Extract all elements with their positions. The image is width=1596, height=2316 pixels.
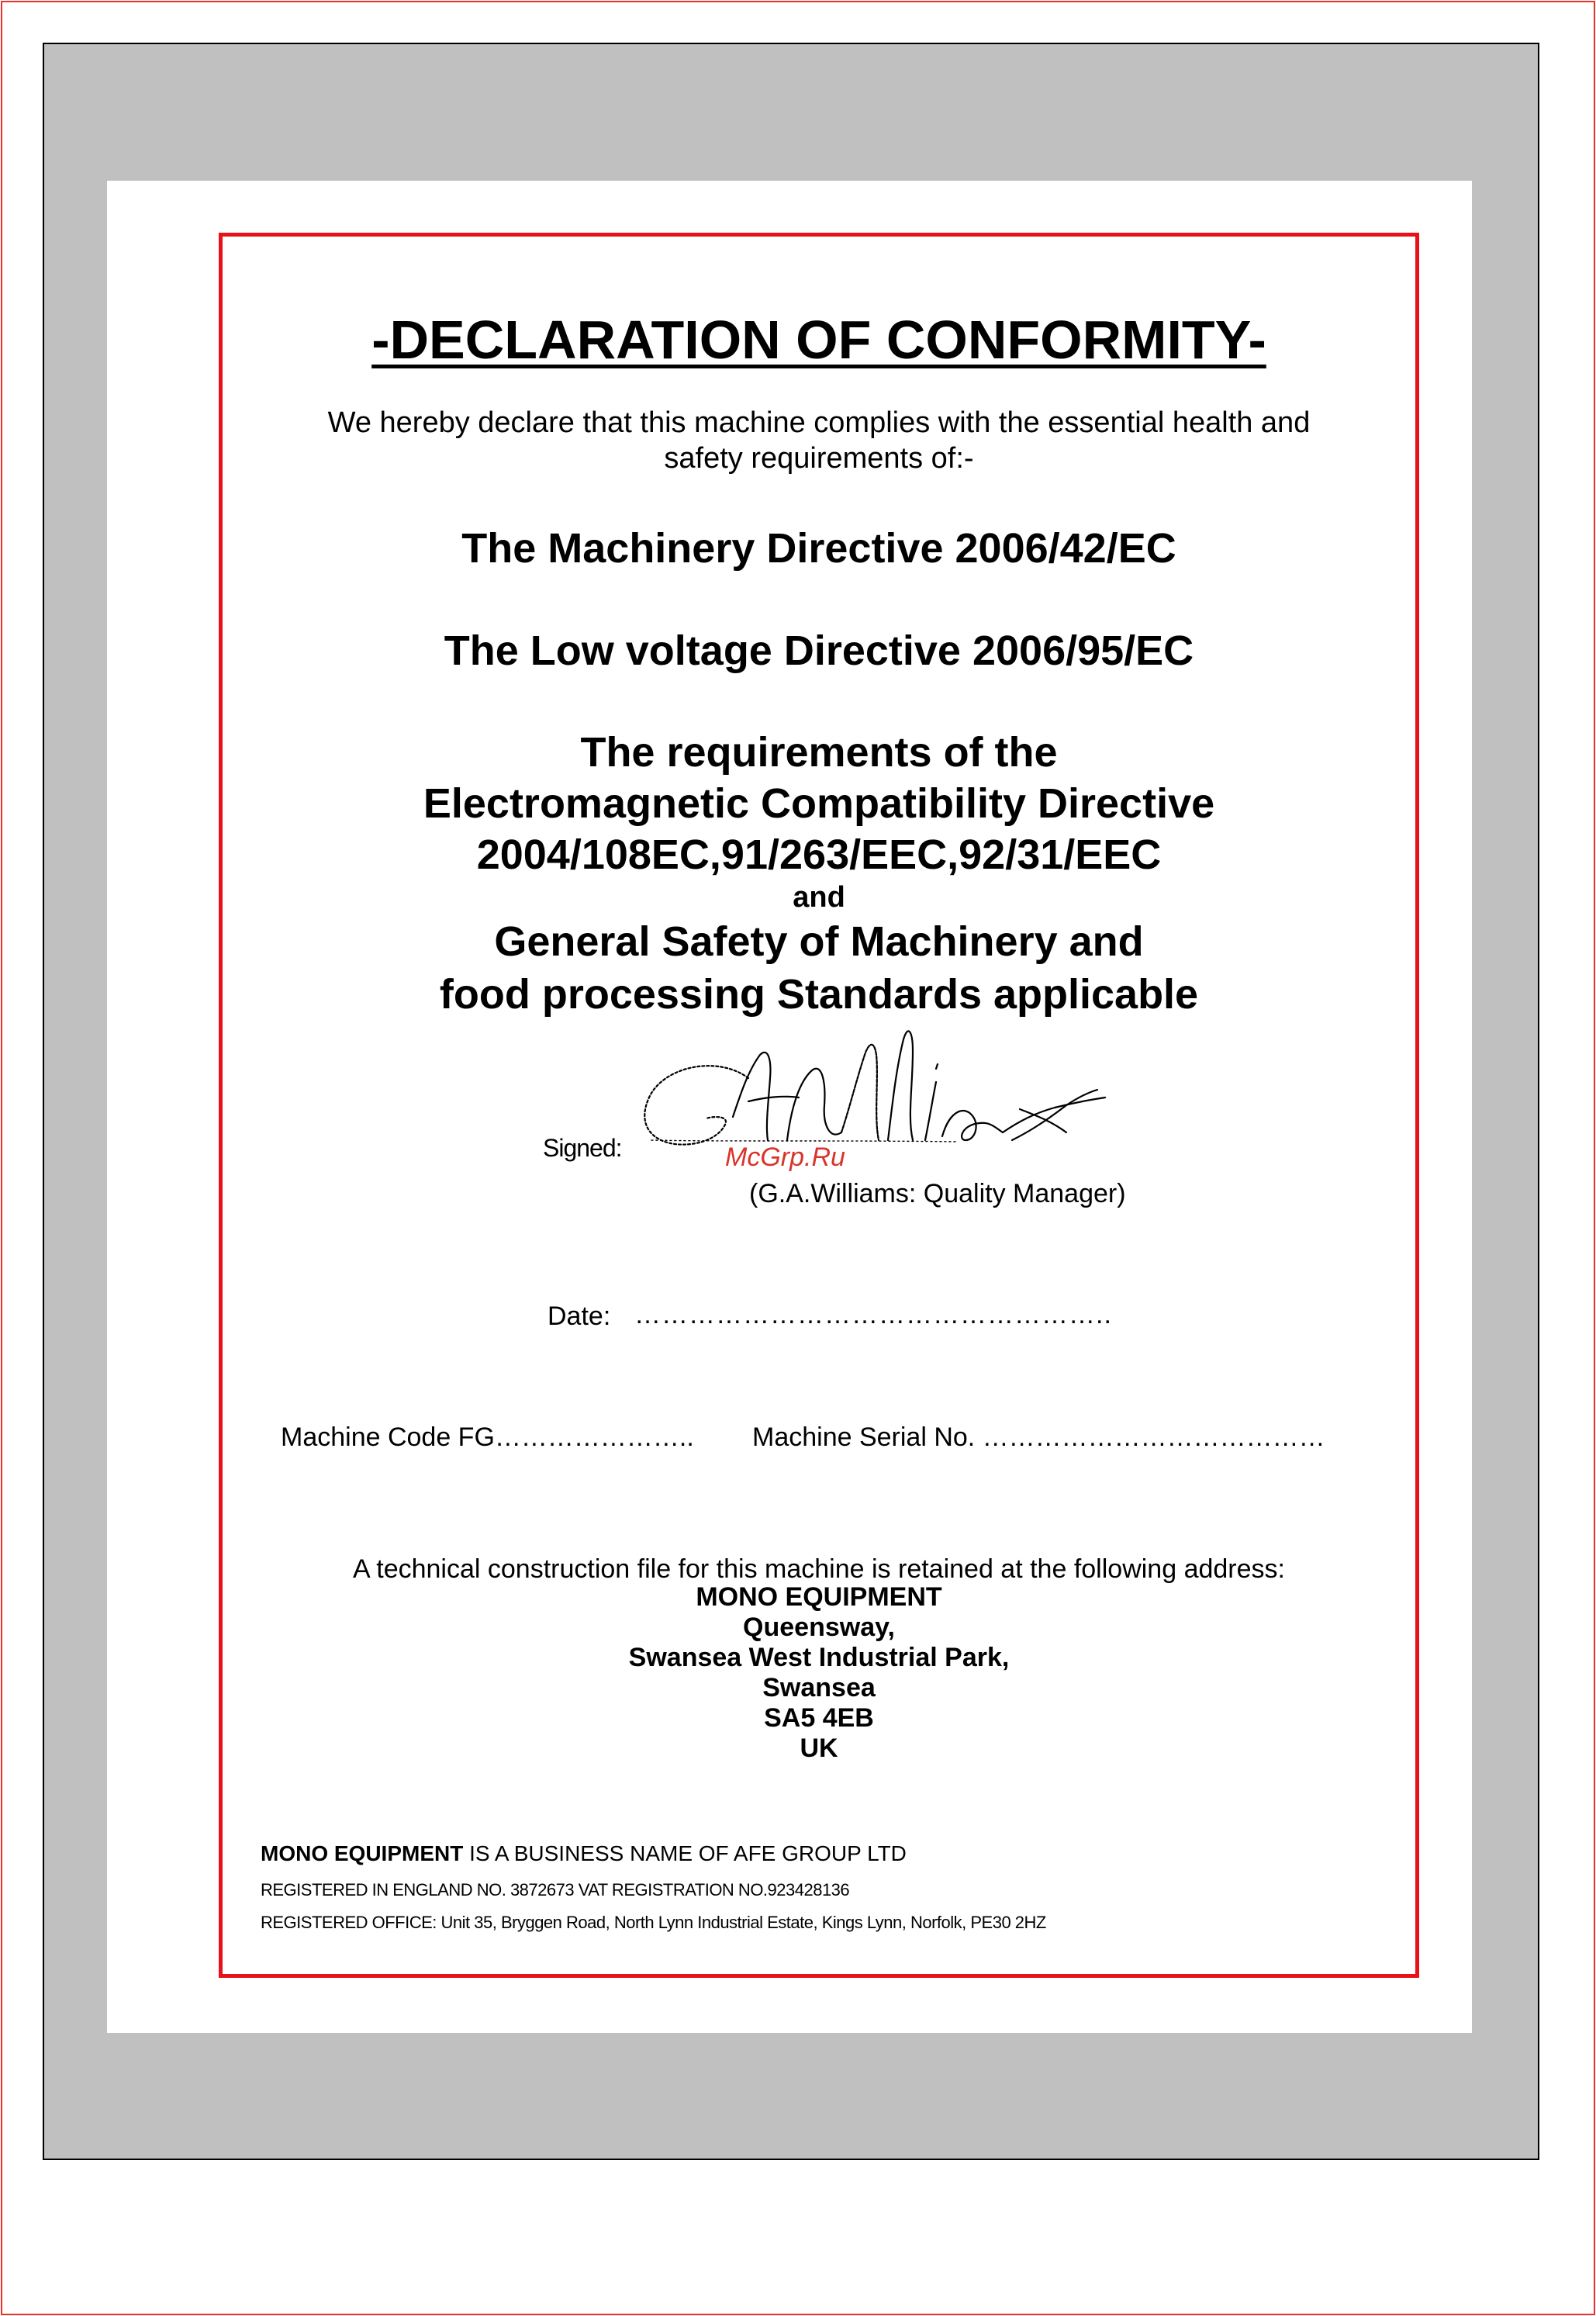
address-postcode: SA5 4EB [764, 1703, 874, 1733]
company-address [219, 1582, 1419, 1764]
emc-requirements [219, 727, 1419, 880]
date-label: Date: [548, 1301, 611, 1331]
date-field: …………………………………………….. [634, 1300, 1112, 1329]
emc-line-1: The requirements of the [580, 729, 1058, 776]
machinery-directive: The Machinery Directive 2006/42/EC [461, 525, 1176, 572]
footer-registration: REGISTERED IN ENGLAND NO. 3872673 VAT REGISTRATION NO.923428136 [261, 1880, 850, 1899]
emc-line-2: Electromagnetic Compatibility Directive [423, 780, 1215, 827]
address-company: MONO EQUIPMENT [696, 1582, 942, 1612]
signer-name: (G.A.Williams: Quality Manager) [749, 1179, 1126, 1208]
signed-label: Signed: [543, 1134, 622, 1162]
watermark: McGrp.Ru [725, 1142, 845, 1172]
intro-text [219, 405, 1419, 476]
intro-line-2: safety requirements of:- [664, 442, 974, 475]
machine-code-field: Machine Code FG………………….. [281, 1422, 694, 1452]
low-voltage-directive: The Low voltage Directive 2006/95/EC [444, 627, 1194, 674]
address-line-1: Queensway, [743, 1613, 895, 1642]
address-line-2: Swansea West Industrial Park, [628, 1643, 1010, 1672]
footer-registered-office: REGISTERED OFFICE: Unit 35, Bryggen Road, North Lynn Industrial Estate, Kings Lynn, Norfolk, PE30 2HZ [261, 1913, 1046, 1932]
general-safety [219, 915, 1419, 1021]
general-safety-line-2: food processing Standards applicable [439, 971, 1199, 1018]
handwritten-signature [632, 1024, 1113, 1179]
page-title: -DECLARATION OF CONFORMITY- [371, 309, 1266, 370]
address-country: UK [800, 1734, 838, 1763]
emc-line-3: 2004/108EC,91/263/EEC,92/31/EEC [476, 831, 1162, 878]
footer-company-bold: MONO EQUIPMENT [261, 1841, 464, 1865]
and-text: and [793, 881, 845, 914]
technical-file-note: A technical construction file for this machine is retained at the following address: [353, 1554, 1285, 1584]
footer-business-rest: IS A BUSINESS NAME OF AFE GROUP LTD [463, 1841, 907, 1865]
intro-line-1: We hereby declare that this machine complies with the essential health and [327, 406, 1311, 439]
machine-serial-field: Machine Serial No. ………………………………… [752, 1422, 1325, 1452]
address-line-3: Swansea [762, 1673, 876, 1702]
general-safety-line-1: General Safety of Machinery and [494, 918, 1144, 965]
footer-business-name [261, 1841, 907, 1866]
